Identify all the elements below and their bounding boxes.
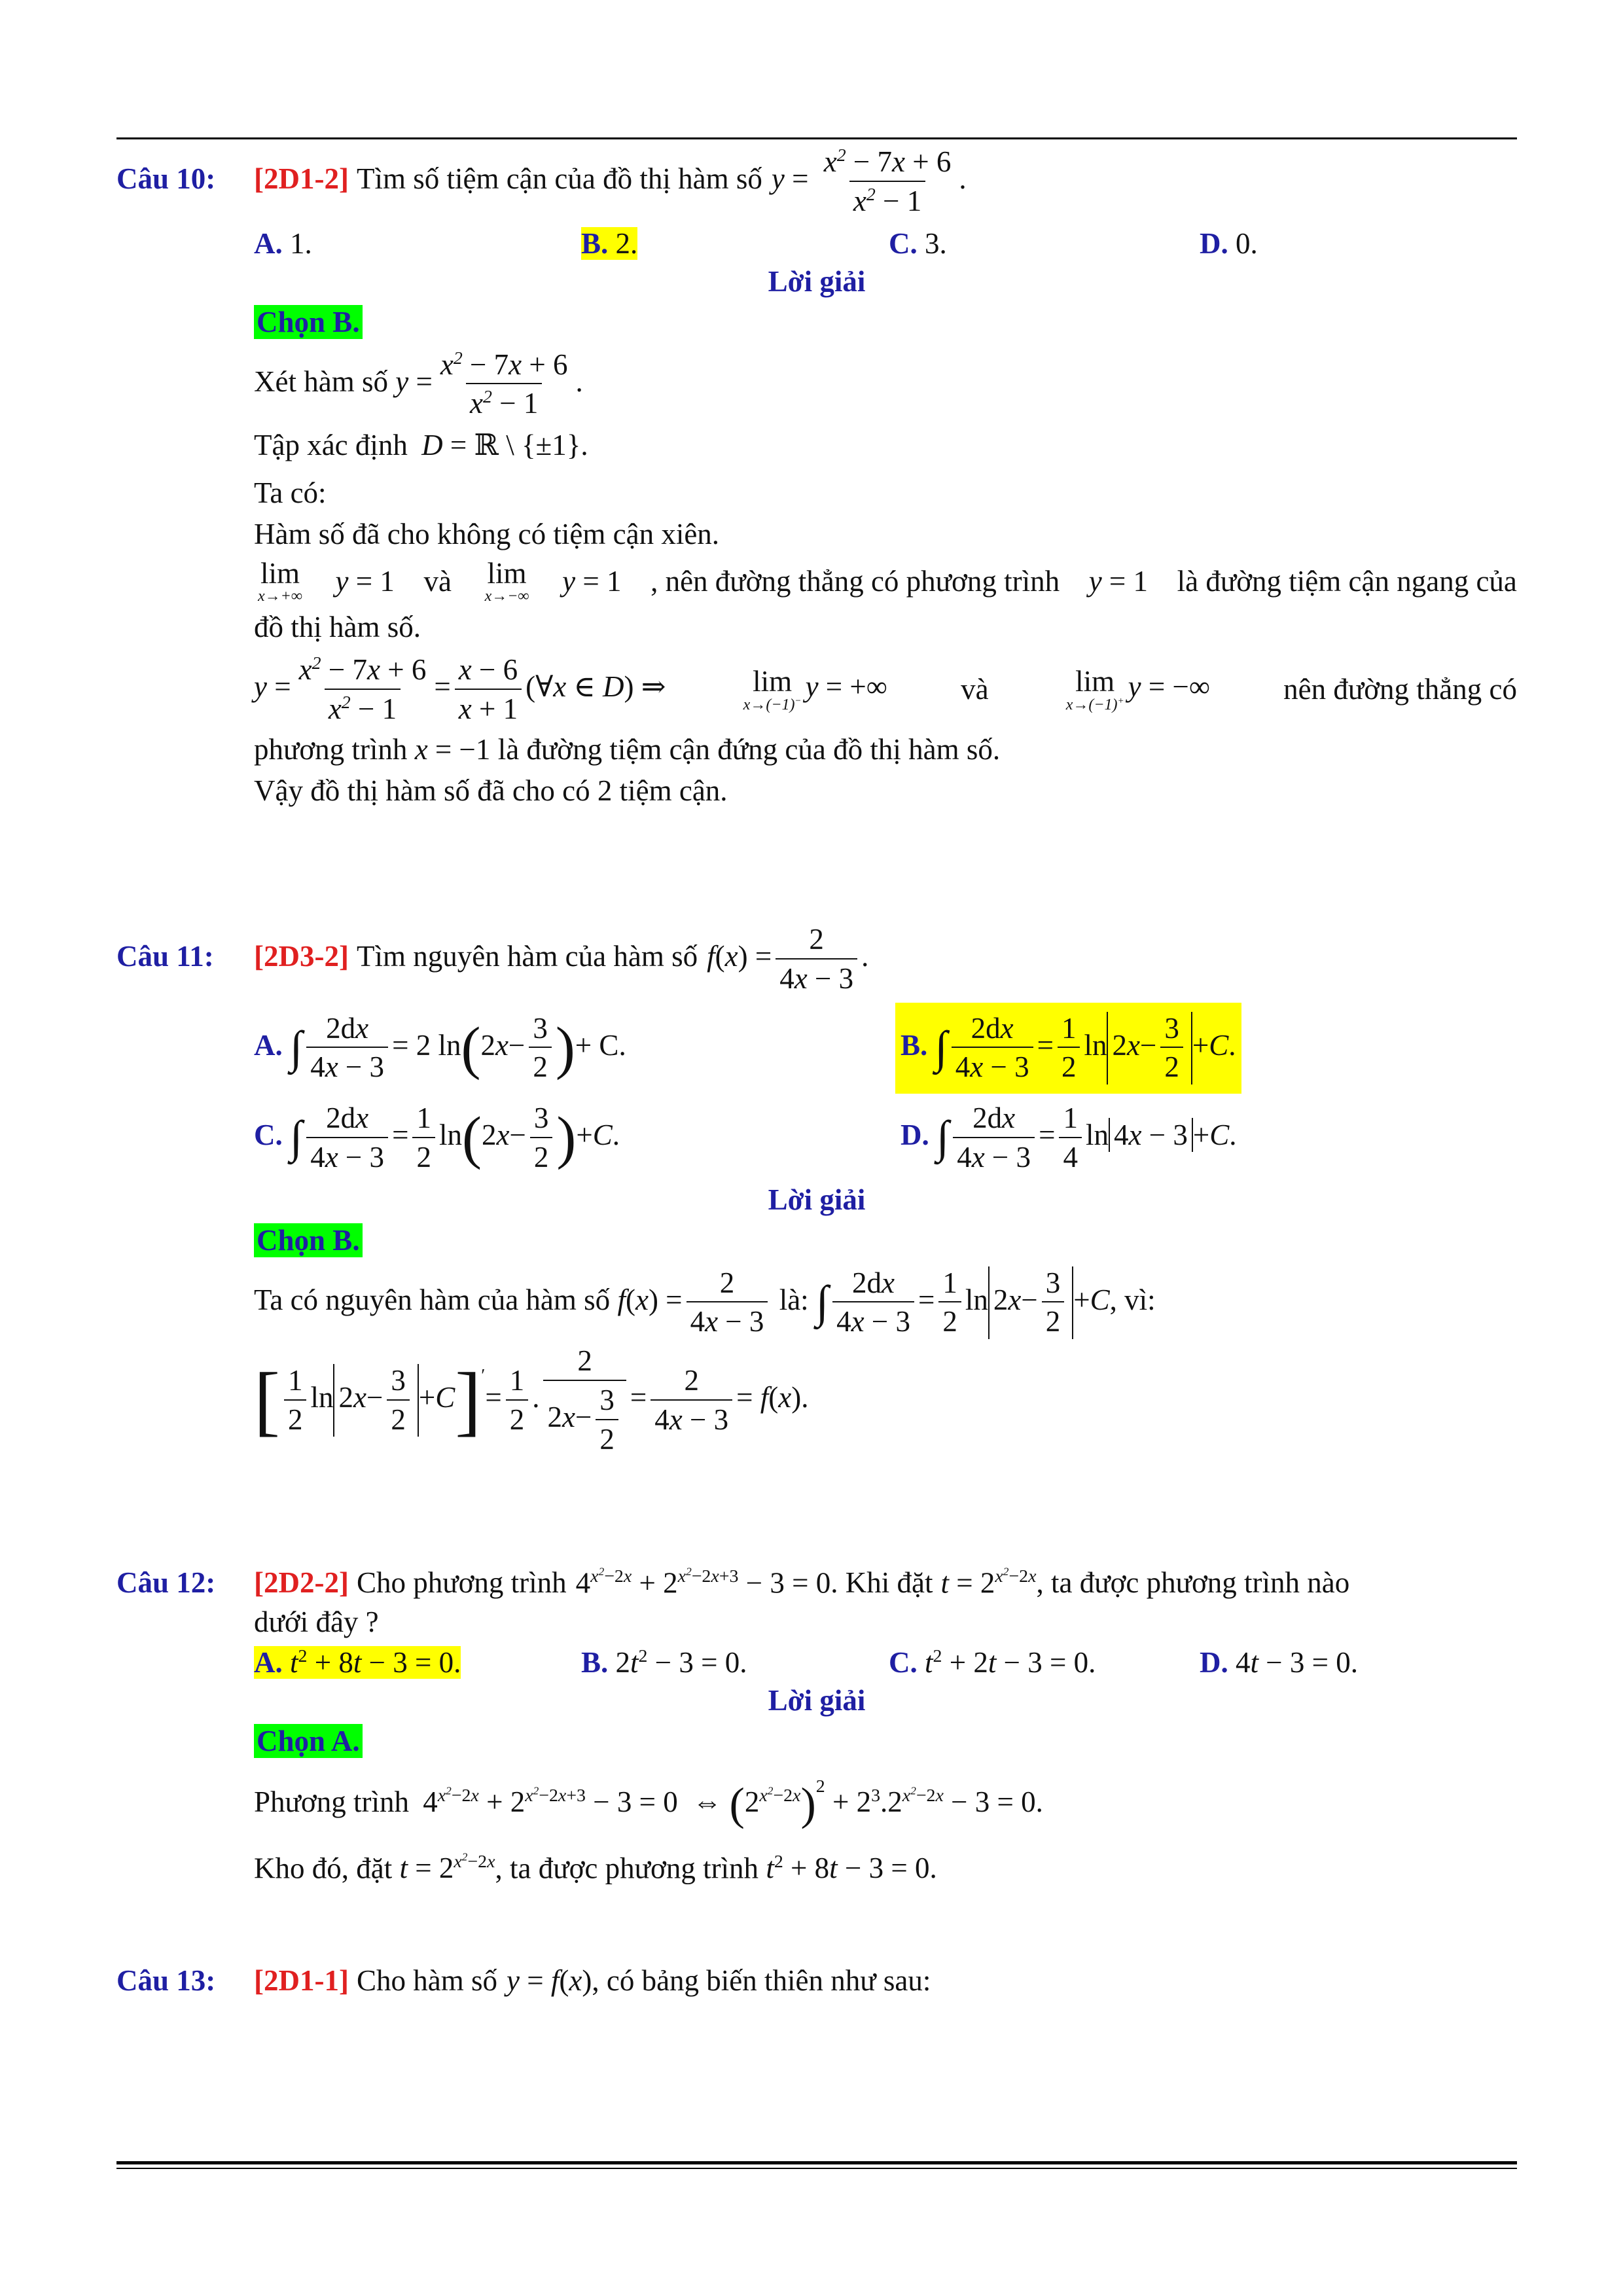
chosen-answer: Chọn B. [254,1223,363,1257]
option-c[interactable]: C. 3. [889,226,947,260]
solution-body: Ta có nguyên hàm của hàm số f(x) = $\frac{2}{4x - 3}$ là: ∫ $\frac{2dx}{4x - 3}$ = $\frac{1}{2}$ ln 2x− $\frac{3}{2}$ +C, vì: [254,1266,1156,1338]
chosen-answer: Chọn A. [254,1724,363,1758]
option-b[interactable]: B. 2. [581,226,638,260]
solution-body: Xét hàm số y = $\frac{x^2 - 7x + 6}{x^2 - 1}$ . Tập xác định D = ℝ \ {±1}. Ta có: Hàm số đã cho không có tiệm cận xiên. lim x→+∞ y = 1 và lim x→−∞ y = 1 , nên đường thẳng có phương trình y = 1 là đường tiệm cận ngang của đồ thị hàm số. y = $\frac{x^2 - 7x + 6}{x^2 - 1}$ = $\frac{x - 6}{x + 1}$ (∀x ∈ D) ⇒ lim x→(−1)− y = +∞ và lim x→(−1)+ y = −∞ nên đường thẳng có phương trình x = −1 là đường tiệm cận đứng của đồ thị hàm số. Vậy đồ thị hàm số đã cho có 2 tiệm cận. [254,348,1517,807]
question-number: Câu 11: [116,940,214,973]
question-tag: [2D3-2] [254,940,349,973]
answer-options [254,1645,1517,1679]
option-c[interactable]: C. ∫ $\frac{2dx}{4x - 3}$ = $\frac{1}{2}$ ln(2x− $\frac{3}{2}$ )+C. [254,1102,620,1174]
option-a[interactable]: A. $t^2 + 8t - 3 = 0$. [254,1646,461,1679]
question-prompt: Cho hàm số [356,1964,497,1997]
question-prompt: Cho phương trình [356,1566,567,1600]
option-b[interactable]: B. $2t^2 - 3 = 0$. [581,1646,747,1679]
solution-title: Lời giải [768,1684,866,1717]
answer-options [254,226,1517,260]
question-12: Câu 12: [2D2-2] Cho phương trình $4^{x^2-2x} + 2^{x^2-2x+3} - 3 = 0$ . Khi đặt $t = 2^{x^2-2x}$ , ta được phương trình nào dưới đây ? A. $t^2 + 8t - 3 = 0$. B. $2t^2 - 3 = 0$. C. $t^2 + 2t - 3 = 0$. D. 4t − 3 = 0. Lời giải Chọn A. Phương trình $4^{x^2-2x} + 2^{x^2-2x+3} - 3 = 0$ ⇔ $(2^{x^2-2x})^2 + 2^3.2^{x^2-2x} - 3 = 0$. Kho đó, đặt $t = 2^{x^2-2x}$, ta được phương trình $t^2 + 8t - 3 = 0$. [116,1566,1517,1885]
question-tag: [2D1-2] [254,162,349,196]
question-11-header: Câu 11: [2D3-2] Tìm nguyên hàm của hàm số f(x) = $\frac{2}{4x - 3}$ . [116,923,869,995]
question-10 [116,145,1517,812]
bottom-rule-thin [116,2168,1517,2169]
question-11 [116,923,1517,1456]
solution-title: Lời giải [768,1183,866,1216]
question-13 [116,1964,1517,1998]
question-number: Câu 13: [116,1964,216,1997]
option-d[interactable]: D. 4t − 3 = 0. [1200,1646,1359,1679]
bottom-rule-thick [116,2161,1517,2164]
question-tag: [2D1-1] [254,1964,349,1997]
question-prompt: Tìm nguyên hàm của hàm số [356,940,698,973]
question-10-header [116,145,1517,219]
option-d[interactable]: D. 0. [1200,226,1258,260]
question-number: Câu 12: [116,1566,216,1600]
question-12-header: Câu 12: [2D2-2] Cho phương trình $4^{x^2-2x} + 2^{x^2-2x+3} - 3 = 0$ . Khi đặt $t = 2^{x^2-2x}$ , ta được phương trình nào [116,1566,1350,1600]
option-a[interactable]: A. ∫ $\frac{2dx}{4x - 3}$ = 2 ln(2x− $\frac{3}{2}$ )+ C. [254,1011,626,1084]
question-tag: [2D2-2] [254,1566,349,1600]
solution-body: Phương trình $4^{x^2-2x} + 2^{x^2-2x+3} - 3 = 0$ ⇔ $(2^{x^2-2x})^2 + 2^3.2^{x^2-2x} - 3 = 0$. [254,1776,1043,1830]
top-rule [116,137,1517,139]
option-a[interactable]: A. 1. [254,226,312,260]
option-b[interactable]: B. ∫ $\frac{2dx}{4x - 3}$ = $\frac{1}{2}$ ln 2x− $\frac{3}{2}$ +C. [895,1003,1241,1094]
question-prompt: Tìm số tiệm cận của đồ thị hàm số [356,162,762,196]
question-13-header: Câu 13: [2D1-1] Cho hàm số y = f(x) , có bảng biến thiên như sau: [116,1964,931,1997]
answer-options-row2 [254,1102,1517,1175]
option-c[interactable]: C. $t^2 + 2t - 3 = 0$. [889,1646,1096,1679]
question-number: Câu 10: [116,162,216,196]
answer-options-row1 [254,1003,1517,1094]
chosen-answer: Chọn B. [254,305,363,339]
derivative-check: [ $\frac{1}{2}$ ln 2x− $\frac{3}{2}$ +C]′= $\frac{1}{2}$ . 2 2x− $\frac{3}{2}$ = $\frac{2}{4x - 3}$ = f(x). [254,1344,809,1456]
function-formula: y = $\frac{x^2 - 7x + 6}{x^2 - 1}$ . [771,145,967,217]
solution-title: Lời giải [768,264,866,298]
option-d[interactable]: D. ∫ $\frac{2dx}{4x - 3}$ = $\frac{1}{4}$ ln 4x − 3 +C. [901,1102,1237,1174]
